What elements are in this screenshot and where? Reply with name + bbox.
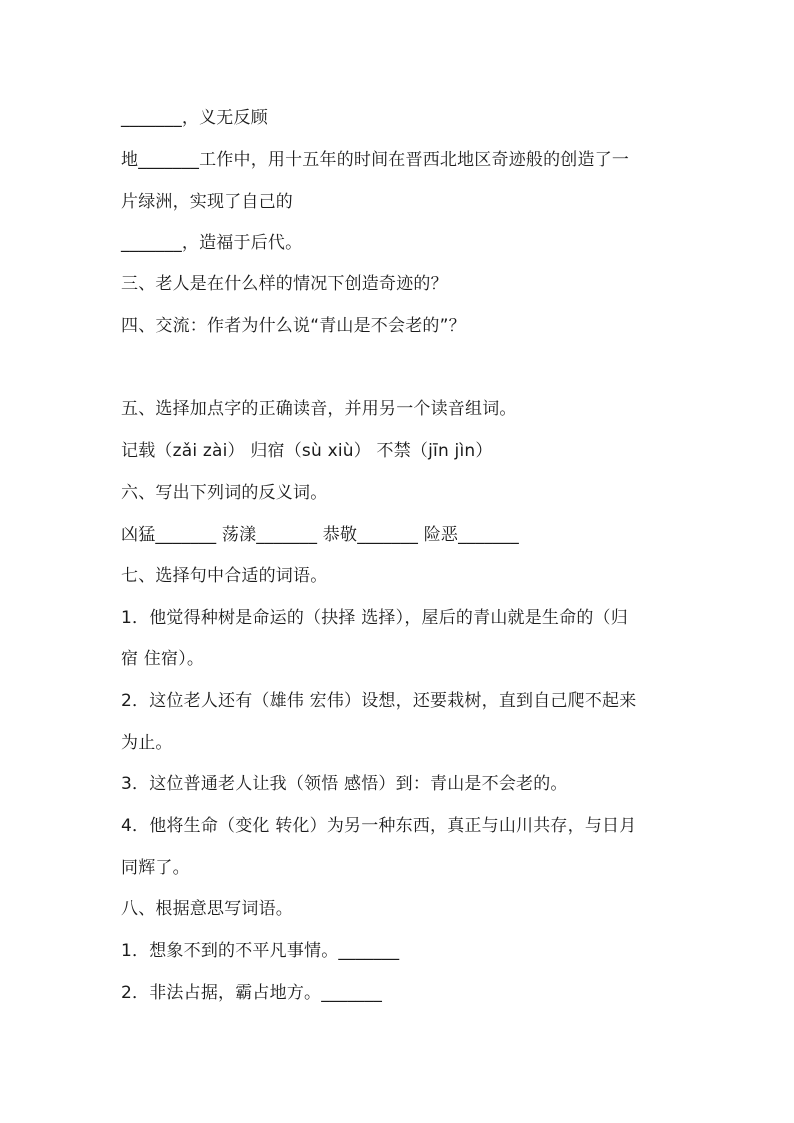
text-line: 1．想象不到的不平凡事情。_______ [121, 941, 400, 961]
text-line: 2．这位老人还有（雄伟 宏伟）设想，还要栽树，直到自己爬不起来 [121, 691, 637, 711]
text-line: 4．他将生命（变化 转化）为另一种东西，真正与山川共存，与日月 [121, 816, 637, 836]
antonym-blanks-line: 凶猛_______ 荡漾_______ 恭敬_______ 险恶_______ [121, 525, 520, 545]
text-line: 3．这位普通老人让我（领悟 感悟）到：青山是不会老的。 [121, 774, 568, 794]
text-line: 同辉了。 [121, 858, 190, 878]
text-line: 地_______工作中，用十五年的时间在晋西北地区奇迹般的创造了一 [121, 150, 630, 170]
pinyin-choice-line: 记载（zǎi zài） 归宿（sù xiù） 不禁（jīn jìn） [121, 441, 493, 461]
text-line: 宿 住宿）。 [121, 649, 205, 669]
text-line: 为止。 [121, 733, 173, 753]
question-heading: 五、选择加点字的正确读音，并用另一个读音组词。 [121, 399, 517, 419]
question-heading: 六、写出下列词的反义词。 [121, 483, 328, 503]
question-heading: 八、根据意思写词语。 [121, 899, 293, 919]
text-line: _______，义无反顾 [121, 108, 268, 128]
text-line: _______，造福于后代。 [121, 233, 303, 253]
question-heading: 七、选择句中合适的词语。 [121, 566, 328, 586]
text-line: 1．他觉得种树是命运的（抉择 选择），屋后的青山就是生命的（归 [121, 608, 628, 628]
text-line: 2．非法占据，霸占地方。_______ [121, 983, 383, 1003]
question-heading: 四、交流：作者为什么说“青山是不会老的”？ [121, 316, 466, 336]
question-heading: 三、老人是在什么样的情况下创造奇迹的？ [121, 274, 448, 294]
text-line: 片绿洲，实现了自己的 [121, 192, 293, 212]
